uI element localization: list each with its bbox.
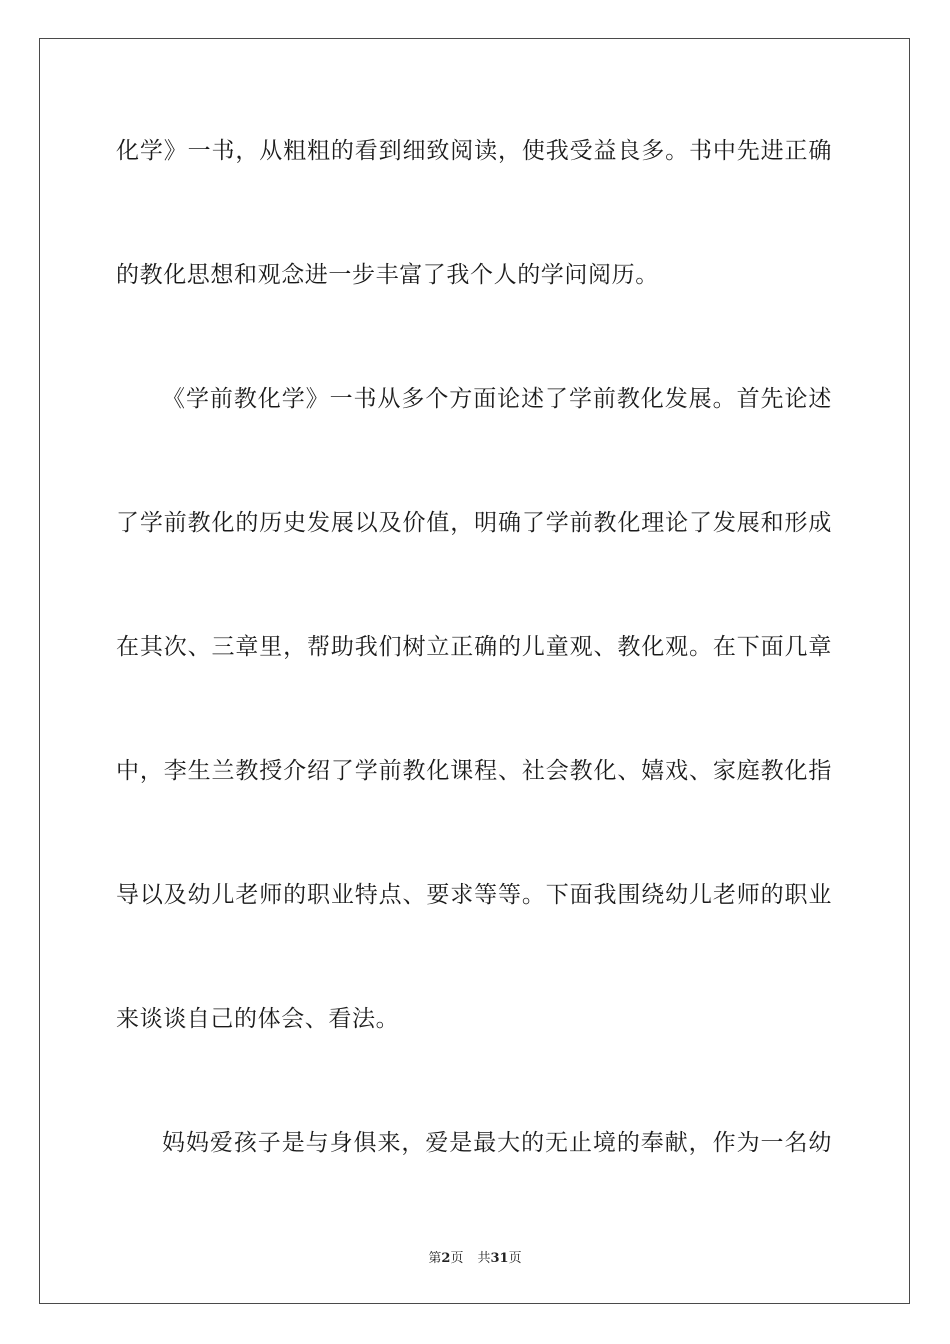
paragraph-line-2: 的教化思想和观念进一步丰富了我个人的学问阅历。: [116, 262, 659, 288]
page-border: [39, 38, 910, 1304]
page-footer: [0, 1247, 950, 1266]
paragraph-line-4: 了学前教化的历史发展以及价值，明确了学前教化理论了发展和形成: [116, 510, 832, 536]
page-prefix: 第: [428, 1251, 442, 1266]
paragraph-line-5: 在其次、三章里，帮助我们树立正确的儿童观、教化观。在下面几章: [116, 634, 832, 660]
page-suffix: 页: [450, 1251, 464, 1266]
page-number: 2: [441, 1251, 451, 1266]
total-suffix: 页: [508, 1251, 522, 1266]
paragraph-line-6: 中，李生兰教授介绍了学前教化课程、社会教化、嬉戏、家庭教化指: [116, 758, 832, 784]
total-pages: 31: [490, 1251, 509, 1266]
total-prefix: 共: [477, 1251, 491, 1266]
paragraph-line-1: 化学》一书，从粗粗的看到细致阅读，使我受益良多。书中先进正确: [116, 138, 832, 164]
paragraph-line-3: 《学前教化学》一书从多个方面论述了学前教化发展。首先论述: [162, 386, 832, 412]
paragraph-line-9: 妈妈爱孩子是与身俱来，爱是最大的无止境的奉献，作为一名幼: [162, 1130, 832, 1156]
paragraph-line-7: 导以及幼儿老师的职业特点、要求等等。下面我围绕幼儿老师的职业: [116, 882, 832, 908]
paragraph-line-8: 来谈谈自己的体会、看法。: [116, 1006, 400, 1032]
